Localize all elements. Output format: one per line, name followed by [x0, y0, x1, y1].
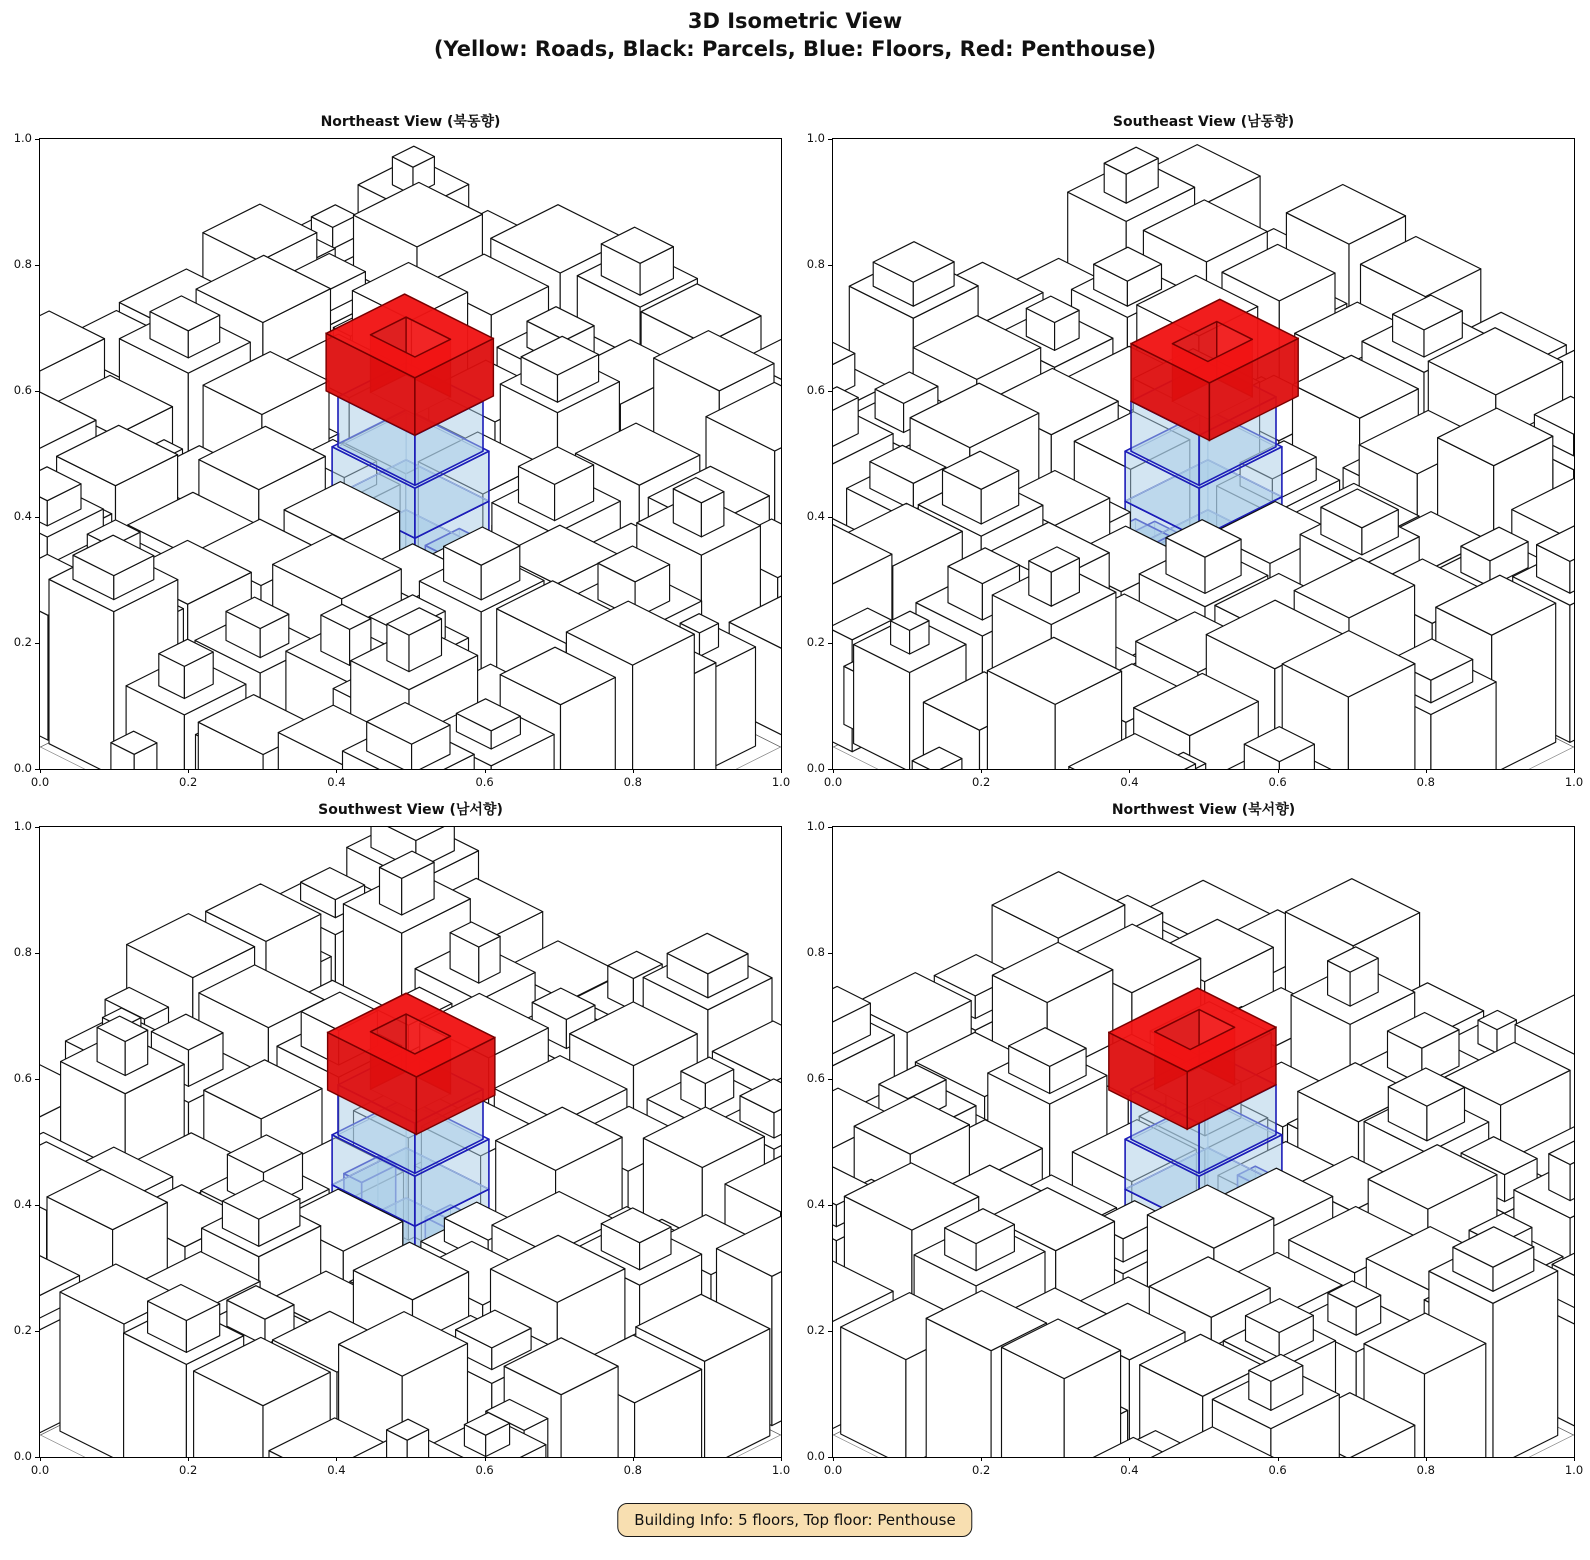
y-tick-label: 0.0 [806, 761, 825, 775]
y-tick-mark [828, 1331, 832, 1332]
subplot-southeast [806, 114, 1584, 789]
y-tick-mark [828, 769, 832, 770]
subplot-title-southwest: Southwest View (남서향) [318, 802, 503, 818]
x-tick-label: 0.6 [475, 1463, 494, 1477]
x-tick-label: 1.0 [1564, 775, 1584, 789]
y-tick-mark [828, 1457, 832, 1458]
y-tick-label: 0.4 [806, 1197, 825, 1211]
figure-title [0, 7, 1590, 63]
x-tick-mark [1574, 769, 1575, 773]
y-tick-label: 0.0 [13, 1449, 32, 1463]
y-tick-mark [828, 827, 832, 828]
y-tick-label: 1.0 [806, 131, 825, 145]
y-tick-mark [35, 1205, 39, 1206]
y-tick-label: 0.8 [806, 945, 825, 959]
subplot-title-southeast: Southeast View (남동향) [1112, 114, 1295, 130]
x-tick-label: 0.8 [1416, 775, 1435, 789]
x-tick-mark [633, 769, 634, 773]
x-tick-label: 1.0 [1564, 1463, 1584, 1477]
subplot-title-northeast: Northeast View (북동향) [320, 114, 501, 130]
y-tick-mark [828, 517, 832, 518]
y-tick-mark [35, 643, 39, 644]
subplot-southwest [13, 802, 791, 1477]
x-tick-mark [633, 1457, 634, 1461]
y-tick-label: 1.0 [806, 819, 825, 833]
x-tick-label: 0.4 [1120, 1463, 1139, 1477]
x-tick-mark [781, 769, 782, 773]
y-tick-mark [828, 391, 832, 392]
x-tick-mark [833, 1457, 834, 1461]
x-tick-mark [1129, 1457, 1130, 1461]
x-tick-label: 0.6 [475, 775, 494, 789]
subplot-northeast [13, 114, 791, 789]
y-tick-mark [828, 953, 832, 954]
y-tick-mark [35, 1457, 39, 1458]
x-tick-mark [1278, 769, 1279, 773]
y-tick-mark [828, 643, 832, 644]
x-tick-mark [1278, 1457, 1279, 1461]
y-tick-label: 0.6 [13, 383, 32, 397]
isometric-scene-northwest [833, 827, 1574, 1457]
x-tick-label: 0.4 [327, 775, 346, 789]
y-tick-mark [35, 391, 39, 392]
y-tick-label: 0.0 [806, 1449, 825, 1463]
x-tick-label: 0.4 [327, 1463, 346, 1477]
x-tick-mark [1426, 1457, 1427, 1461]
y-tick-label: 0.6 [806, 383, 825, 397]
x-tick-mark [40, 769, 41, 773]
x-tick-label: 0.6 [1268, 1463, 1287, 1477]
subplot-northwest [806, 802, 1584, 1477]
y-tick-label: 0.2 [806, 1323, 825, 1337]
building-info-box: Building Info: 5 floors, Top floor: Penthouse [617, 1503, 972, 1537]
x-tick-label: 0.0 [823, 775, 843, 789]
x-tick-label: 0.4 [1120, 775, 1139, 789]
y-tick-label: 0.6 [806, 1071, 825, 1085]
x-tick-mark [40, 1457, 41, 1461]
x-tick-label: 0.2 [179, 1463, 198, 1477]
isometric-scene-southeast [833, 139, 1574, 769]
x-tick-mark [1574, 1457, 1575, 1461]
figure-title-line1: 3D Isometric View [687, 9, 903, 33]
x-tick-label: 0.0 [823, 1463, 843, 1477]
y-tick-mark [35, 1079, 39, 1080]
y-tick-mark [35, 517, 39, 518]
x-tick-mark [485, 1457, 486, 1461]
y-tick-mark [828, 265, 832, 266]
x-tick-label: 0.0 [30, 775, 50, 789]
y-tick-label: 0.2 [13, 1323, 32, 1337]
y-tick-label: 0.6 [13, 1071, 32, 1085]
y-tick-label: 0.8 [13, 257, 32, 271]
x-tick-mark [336, 769, 337, 773]
x-tick-mark [1426, 769, 1427, 773]
y-tick-label: 0.8 [806, 257, 825, 271]
isometric-scene-southwest [40, 827, 781, 1457]
x-tick-mark [833, 769, 834, 773]
x-tick-label: 0.0 [30, 1463, 50, 1477]
x-tick-label: 1.0 [771, 1463, 791, 1477]
x-tick-label: 0.8 [1416, 1463, 1435, 1477]
x-tick-mark [981, 769, 982, 773]
y-tick-mark [828, 1205, 832, 1206]
x-tick-label: 0.2 [972, 775, 991, 789]
x-tick-mark [188, 769, 189, 773]
y-tick-mark [35, 1331, 39, 1332]
y-tick-mark [35, 953, 39, 954]
x-tick-mark [981, 1457, 982, 1461]
x-tick-label: 0.8 [623, 775, 642, 789]
y-tick-label: 0.4 [13, 509, 32, 523]
isometric-scene-northeast [40, 139, 781, 769]
x-tick-mark [188, 1457, 189, 1461]
x-tick-mark [336, 1457, 337, 1461]
subplot-title-northwest: Northwest View (북서향) [1111, 802, 1296, 818]
y-tick-label: 0.2 [13, 635, 32, 649]
figure-title-line2: (Yellow: Roads, Black: Parcels, Blue: Floors, Red: Penthouse) [433, 37, 1157, 61]
x-tick-label: 1.0 [771, 775, 791, 789]
y-tick-mark [828, 139, 832, 140]
x-tick-label: 0.6 [1268, 775, 1287, 789]
y-tick-mark [35, 139, 39, 140]
y-tick-label: 1.0 [13, 819, 32, 833]
y-tick-label: 0.2 [806, 635, 825, 649]
x-tick-mark [485, 769, 486, 773]
y-tick-label: 0.4 [13, 1197, 32, 1211]
x-tick-mark [1129, 769, 1130, 773]
y-tick-mark [828, 1079, 832, 1080]
x-tick-mark [781, 1457, 782, 1461]
y-tick-label: 0.0 [13, 761, 32, 775]
y-tick-mark [35, 769, 39, 770]
y-tick-mark [35, 265, 39, 266]
y-tick-mark [35, 827, 39, 828]
y-tick-label: 1.0 [13, 131, 32, 145]
y-tick-label: 0.8 [13, 945, 32, 959]
y-tick-label: 0.4 [806, 509, 825, 523]
x-tick-label: 0.2 [972, 1463, 991, 1477]
x-tick-label: 0.2 [179, 775, 198, 789]
x-tick-label: 0.8 [623, 1463, 642, 1477]
